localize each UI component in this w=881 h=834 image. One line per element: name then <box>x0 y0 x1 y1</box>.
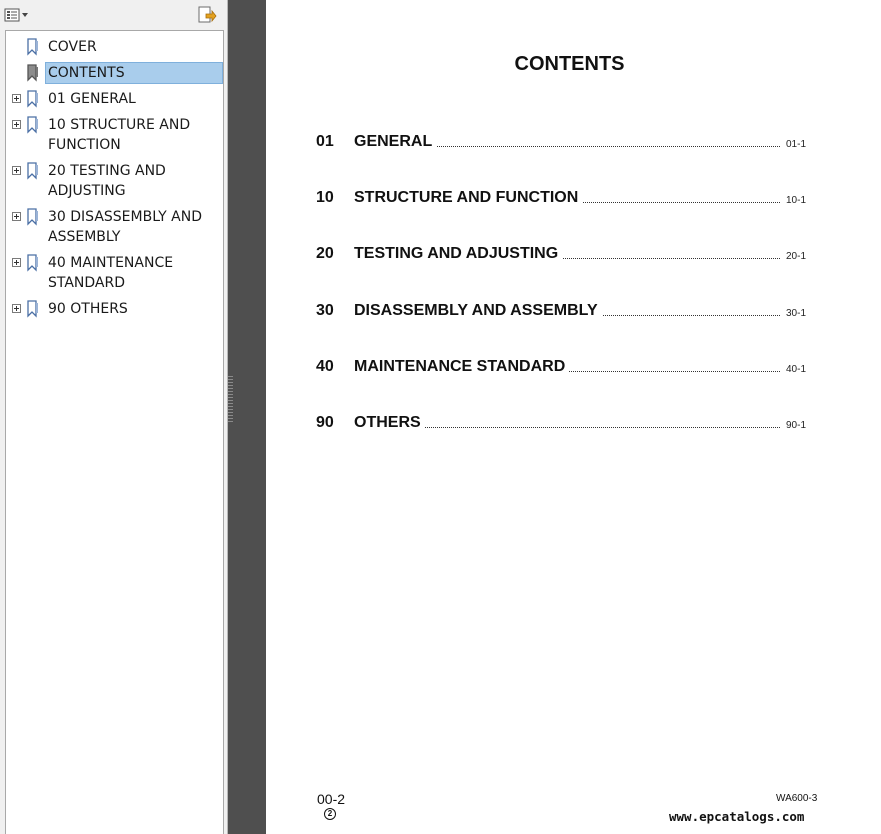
bookmark-label: 30 DISASSEMBLY AND ASSEMBLY <box>48 209 202 245</box>
bookmark-01-general[interactable] <box>6 89 223 111</box>
toc-number: 20 <box>316 245 334 262</box>
bookmark-label: COVER <box>48 39 97 55</box>
bookmark-icon <box>26 300 40 318</box>
toc-title: STRUCTURE AND FUNCTION <box>354 189 582 207</box>
bookmark-tree <box>5 30 224 834</box>
bookmark-90-others[interactable] <box>6 299 223 321</box>
bookmark-cover[interactable] <box>6 37 223 59</box>
expand-bookmark-icon[interactable] <box>197 5 217 25</box>
toc-number: 10 <box>316 189 334 206</box>
plus-toggle-icon[interactable] <box>12 120 21 129</box>
panel-splitter[interactable] <box>228 0 266 834</box>
toc-title: MAINTENANCE STANDARD <box>354 358 569 376</box>
bookmark-icon <box>26 208 40 226</box>
toc-page: 10-1 <box>785 195 806 206</box>
options-menu-icon[interactable] <box>4 6 32 24</box>
toc-number: 01 <box>316 133 334 150</box>
document-page <box>266 0 881 834</box>
toc-title: GENERAL <box>354 133 436 151</box>
bookmark-40-maintenance-standard[interactable] <box>6 253 223 297</box>
bookmark-20-testing-adjusting[interactable] <box>6 161 223 205</box>
plus-toggle-icon[interactable] <box>12 258 21 267</box>
toc-entry-10[interactable] <box>316 189 806 211</box>
footer-model: WA600-3 <box>776 793 818 804</box>
toc-page: 20-1 <box>785 251 806 262</box>
toc-entry-20[interactable] <box>316 245 806 267</box>
toc-page: 30-1 <box>785 308 806 319</box>
bookmark-label: 20 TESTING AND ADJUSTING <box>48 163 166 199</box>
bookmark-icon <box>26 162 40 180</box>
bookmarks-toolbar <box>0 0 228 30</box>
toc-title: DISASSEMBLY AND ASSEMBLY <box>354 302 602 320</box>
footer-page-number: 00-2 <box>317 791 346 807</box>
toc-number: 30 <box>316 302 334 319</box>
revision-mark: 2 <box>324 808 336 820</box>
bookmark-label: 40 MAINTENANCE STANDARD <box>48 255 174 291</box>
bookmark-icon <box>26 64 40 82</box>
toc-entry-01[interactable] <box>316 133 806 155</box>
bookmark-icon <box>26 254 40 272</box>
toc-entry-40[interactable] <box>316 358 806 380</box>
toc-title: TESTING AND ADJUSTING <box>354 245 562 263</box>
toc-entry-30[interactable] <box>316 302 806 324</box>
bookmark-icon <box>26 90 40 108</box>
toc-number: 40 <box>316 358 334 375</box>
bookmark-10-structure-function[interactable] <box>6 115 223 159</box>
plus-toggle-icon[interactable] <box>12 94 21 103</box>
toc-number: 90 <box>316 414 334 431</box>
plus-toggle-icon[interactable] <box>12 304 21 313</box>
splitter-grip[interactable] <box>228 376 233 422</box>
toc-title: OTHERS <box>354 414 425 432</box>
bookmark-label: CONTENTS <box>46 63 222 83</box>
toc-entry-90[interactable] <box>316 414 806 436</box>
plus-toggle-icon[interactable] <box>12 166 21 175</box>
toc-page: 40-1 <box>785 364 806 375</box>
bookmark-icon <box>26 116 40 134</box>
plus-toggle-icon[interactable] <box>12 212 21 221</box>
bookmark-contents[interactable] <box>6 63 223 85</box>
toc-page: 01-1 <box>785 139 806 150</box>
bookmark-30-disassembly-assembly[interactable] <box>6 207 223 251</box>
bookmarks-panel <box>0 0 228 834</box>
bookmark-label: 90 OTHERS <box>48 301 128 317</box>
bookmark-label: 01 GENERAL <box>48 91 136 107</box>
toc-page: 90-1 <box>785 420 806 431</box>
bookmark-label: 10 STRUCTURE AND FUNCTION <box>48 117 191 153</box>
bookmark-icon <box>26 38 40 56</box>
page-title: CONTENTS <box>514 53 625 75</box>
watermark: www.epcatalogs.com <box>669 809 805 824</box>
